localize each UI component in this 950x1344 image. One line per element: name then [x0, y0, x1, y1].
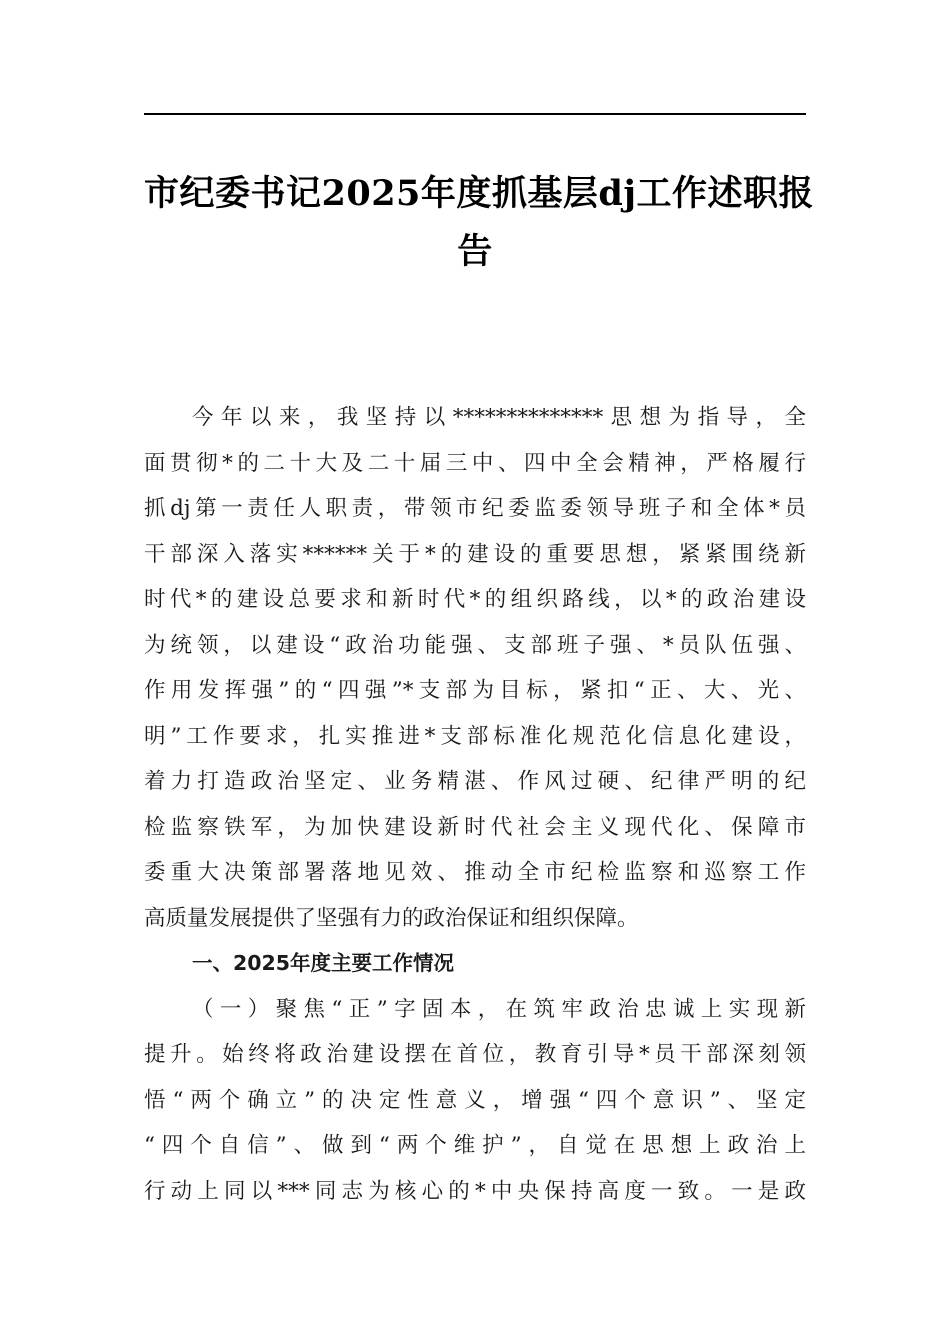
- intro-line: 今年以来，我坚持以**************思想为指导，全: [192, 405, 806, 430]
- header-rule: [144, 113, 806, 115]
- title-line-1: 市纪委书记2025年度抓基层dj工作述职报: [144, 173, 815, 214]
- subsection-line: 提升。始终将政治建设摆在首位，教育引导*员干部深刻领: [144, 1042, 806, 1067]
- intro-line: 高质量发展提供了坚强有力的政治保证和组织保障。: [144, 905, 639, 931]
- intro-line: 作用发挥强”的“四强”*支部为目标，紧扣“正、大、光、: [144, 678, 806, 703]
- document-title: [144, 165, 815, 281]
- intro-line: 检监察铁军，为加快建设新时代社会主义现代化、保障市: [144, 814, 806, 840]
- intro-line: 面贯彻*的二十大及二十届三中、四中全会精神，严格履行: [144, 450, 806, 476]
- subsection-line: 悟“两个确立”的决定性意义，增强“四个意识”、坚定: [144, 1087, 806, 1113]
- intro-line: 抓dj第一责任人职责，带领市纪委监委领导班子和全体*员: [144, 496, 806, 521]
- intro-line: 时代*的建设总要求和新时代*的组织路线，以*的政治建设: [144, 587, 806, 612]
- intro-line: 干部深入落实******关于*的建设的重要思想，紧紧围绕新: [144, 541, 806, 567]
- intro-line: 明”工作要求，扎实推进*支部标准化规范化信息化建设，: [144, 723, 806, 749]
- subsection-line: “四个自信”、做到“两个维护”，自觉在思想上政治上: [144, 1133, 806, 1158]
- intro-line: 着力打造政治坚定、业务精湛、作风过硬、纪律严明的纪: [144, 769, 806, 794]
- intro-line: 为统领，以建设“政治功能强、支部班子强、*员队伍强、: [144, 632, 806, 658]
- section-heading: 一、2025年度主要工作情况: [192, 951, 455, 975]
- document-body: [144, 395, 806, 1214]
- title-line-2: 告: [457, 231, 493, 272]
- subsection-line: 行动上同以***同志为核心的*中央保持高度一致。一是政: [144, 1178, 806, 1204]
- intro-line: 委重大决策部署落地见效、推动全市纪检监察和巡察工作: [144, 860, 806, 885]
- subsection-line: （一）聚焦“正”字固本，在筑牢政治忠诚上实现新: [192, 996, 806, 1022]
